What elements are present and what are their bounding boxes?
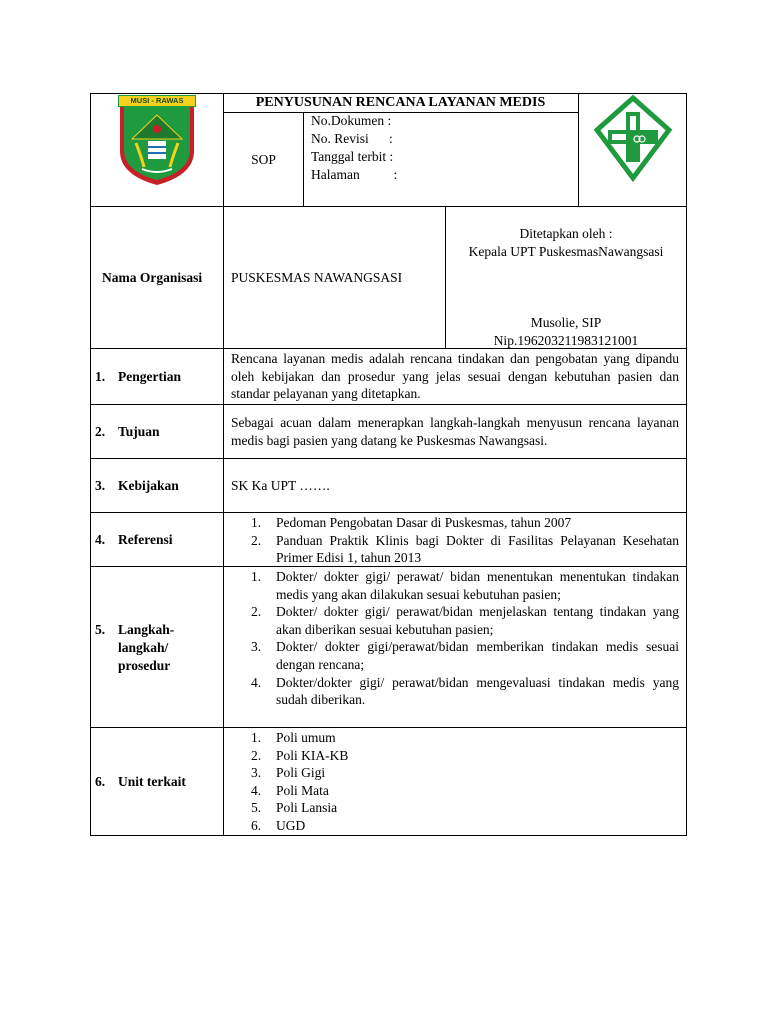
section-5-label-line-1: Langkah- <box>118 622 175 637</box>
puskesmas-logo <box>593 94 673 182</box>
unit-item: 6. UGD <box>251 817 306 833</box>
row-divider-2 <box>90 458 687 459</box>
org-name: PUSKESMAS NAWANGSASI <box>231 270 403 285</box>
section-3-text: SK Ka UPT ……. <box>231 478 330 493</box>
section-5-label-line-2: langkah/ <box>118 640 169 655</box>
org-label: Nama Organisasi <box>102 270 203 285</box>
reference-item: 1. Pedoman Pengobatan Dasar di Puskesmas, tahun 2007 <box>251 515 572 530</box>
unit-item: 3. Poli Gigi <box>251 765 326 781</box>
table-border-right <box>686 93 687 836</box>
section-5-number: 5. <box>95 622 106 637</box>
section-4-label: Referensi <box>118 532 173 547</box>
unit-item: 4. Poli Mata <box>251 782 329 798</box>
section-5-label-line-3: prosedur <box>118 658 171 673</box>
related-units-list <box>251 729 679 835</box>
unit-item: 1. Poli umum <box>251 730 336 745</box>
section-3-label: Kebijakan <box>118 478 179 493</box>
doc-field-tanggal-terbit: Tanggal terbit : <box>311 149 394 164</box>
signer-name: Musolie, SIP <box>530 315 602 330</box>
procedure-list <box>251 568 679 709</box>
reference-list <box>251 514 679 567</box>
procedure-step: 4. Dokter/dokter gigi/ perawat/bidan mengevaluasi tindakan medis yang sudah diberikan. <box>251 674 679 708</box>
signer-nip: Nip.196203211983121001 <box>493 333 639 348</box>
table-border-bottom <box>90 835 687 836</box>
row-divider-1 <box>90 404 687 405</box>
doc-field-halaman: Halaman : <box>311 167 398 182</box>
unit-item: 5. Poli Lansia <box>251 800 338 816</box>
document-title: PENYUSUNAN RENCANA LAYANAN MEDIS <box>255 95 546 110</box>
doc-field-no-dokumen: No.Dokumen : <box>311 113 392 128</box>
section-1-label: Pengertian <box>118 369 181 384</box>
procedure-step: 1. Dokter/ dokter gigi/ perawat/ bidan menentukan menentukan tindakan medis yang akan dilakukan sesuai kebutuhan pasien; <box>251 569 679 602</box>
sop-cell-divider <box>303 112 304 206</box>
procedure-step: 2. Dokter/ dokter gigi/ perawat/bidan menjelaskan tentang tindakan yang akan diberikan sesuai kebutuhan pasien; <box>251 604 679 637</box>
table-border-left <box>90 93 91 836</box>
row-divider-5 <box>90 727 687 728</box>
procedure-step: 3. Dokter/ dokter gigi/perawat/bidan memberikan tindakan medis sesuai dengan rencana; <box>251 639 679 672</box>
stipulated-by: Ditetapkan oleh : <box>519 226 613 241</box>
section-1-text: Rencana layanan medis adalah rencana tindakan dan pengobatan yang dipandu oleh kebijakan dan prosedur yang jelas sesuai dengan kebutuhan pasien dan standar pelayanan yang ditetapkan. <box>231 351 679 402</box>
section-3-number: 3. <box>95 478 106 493</box>
header-right-divider <box>578 93 579 206</box>
section-2-label: Tujuan <box>118 424 160 439</box>
section-6-label: Unit terkait <box>118 774 186 789</box>
header-bottom-line <box>90 206 687 207</box>
sop-cell <box>224 113 303 206</box>
section-6-number: 6. <box>95 774 106 789</box>
section-2-number: 2. <box>95 424 106 439</box>
doc-field-no-revisi: No. Revisi : <box>311 131 393 146</box>
unit-item: 2. Poli KIA-KB <box>251 747 349 763</box>
sop-label: SOP <box>251 151 276 167</box>
head-title: Kepala UPT PuskesmasNawangsasi <box>468 244 664 259</box>
section-2-text: Sebagai acuan dalam menerapkan langkah-langkah menyusun rencana layanan medis bagi pasien yang datang ke Puskesmas Nawangsasi. <box>231 415 679 448</box>
reference-item: 2. Panduan Praktik Klinis bagi Dokter di Fasilitas Pelayanan Kesehatan Primer Edisi 1, tahun 2013 <box>251 532 679 566</box>
section-1-number: 1. <box>95 369 106 384</box>
emblem-banner-text: MUSI - RAWAS <box>130 96 184 105</box>
row-divider-3 <box>90 512 687 513</box>
musi-rawas-emblem <box>118 95 196 187</box>
section-4-number: 4. <box>95 532 106 547</box>
